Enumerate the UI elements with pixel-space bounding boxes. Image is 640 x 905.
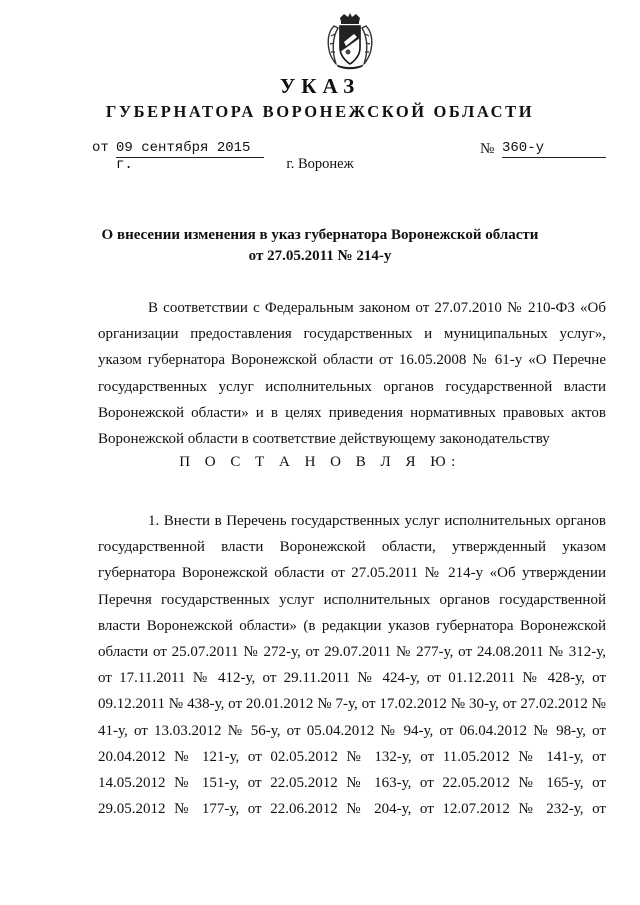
date-field: 09 сентября 2015 г. [116,140,264,158]
document-subtitle: ГУБЕРНАТОРА ВОРОНЕЖСКОЙ ОБЛАСТИ [105,102,535,121]
document-heading [0,225,640,267]
date-prefix: от [92,140,109,156]
coat-of-arms-icon [324,12,376,70]
decree-word: П О С Т А Н О В Л Я Ю: [179,454,461,470]
heading-line-1: О внесении изменения в указ губернатора Воронежской области [101,227,539,243]
item-1-paragraph: 1. Внести в Перечень государственных услуг исполнительных органов государственной власти Воронежской области, утвержденный указом губернатора Воронежской области от 27.05.2011 № 214-у «Об утверждении Перечня государственных услуг исполнительных органов государственной власти Воронежской области» (в редакции указов губернатора Воронежской области от 25.07.2011 № 272-у, от 29.07.2011 № 277-у, от 24.08.2011 № 312-у, от 17.11.2011 № 412-у, от 29.11.2011 № 424-у, от 01.12.2011 № 428-у, от 09.12.2011 № 438-у, от 20.01.2012 № 7-у, от 17.02.2012 № 30-у, от 27.02.2012 № 41-у, от 13.03.2012 № 56-у, от 05.04.2012 № 94-у, от 06.04.2012 № 98-у, от 20.04.2012 № 121-у, от 02.05.2012 № 132-у, от 11.05.2012 № 141-у, от 14.05.2012 № 151-у, от 22.05.2012 № 163-у, от 22.05.2012 № 165-у, от 29.05.2012 № 177-у, от 22.06.2012 № 204-у, от 12.07.2012 № 232-у, от [98,513,606,818]
document-title: УКАЗ [279,74,361,98]
number-field: 360-у [502,140,606,158]
preamble-paragraph: В соответствии с Федеральным законом от 27.07.2010 № 210-ФЗ «Об организации предоставления государственных и муниципальных услуг», указом губернатора Воронежской области от 16.05.2008 № 61-у «О Перечне государственных услуг исполнительных органов государственной власти Воронежской области» и в целях приведения нормативных правовых актов Воронежской области в соответствие действующему законодательству [98,300,606,448]
heading-line-2: от 27.05.2011 № 214-у [248,248,392,264]
city-line: г. Воронеж [286,156,354,172]
number-prefix: № [480,141,495,157]
